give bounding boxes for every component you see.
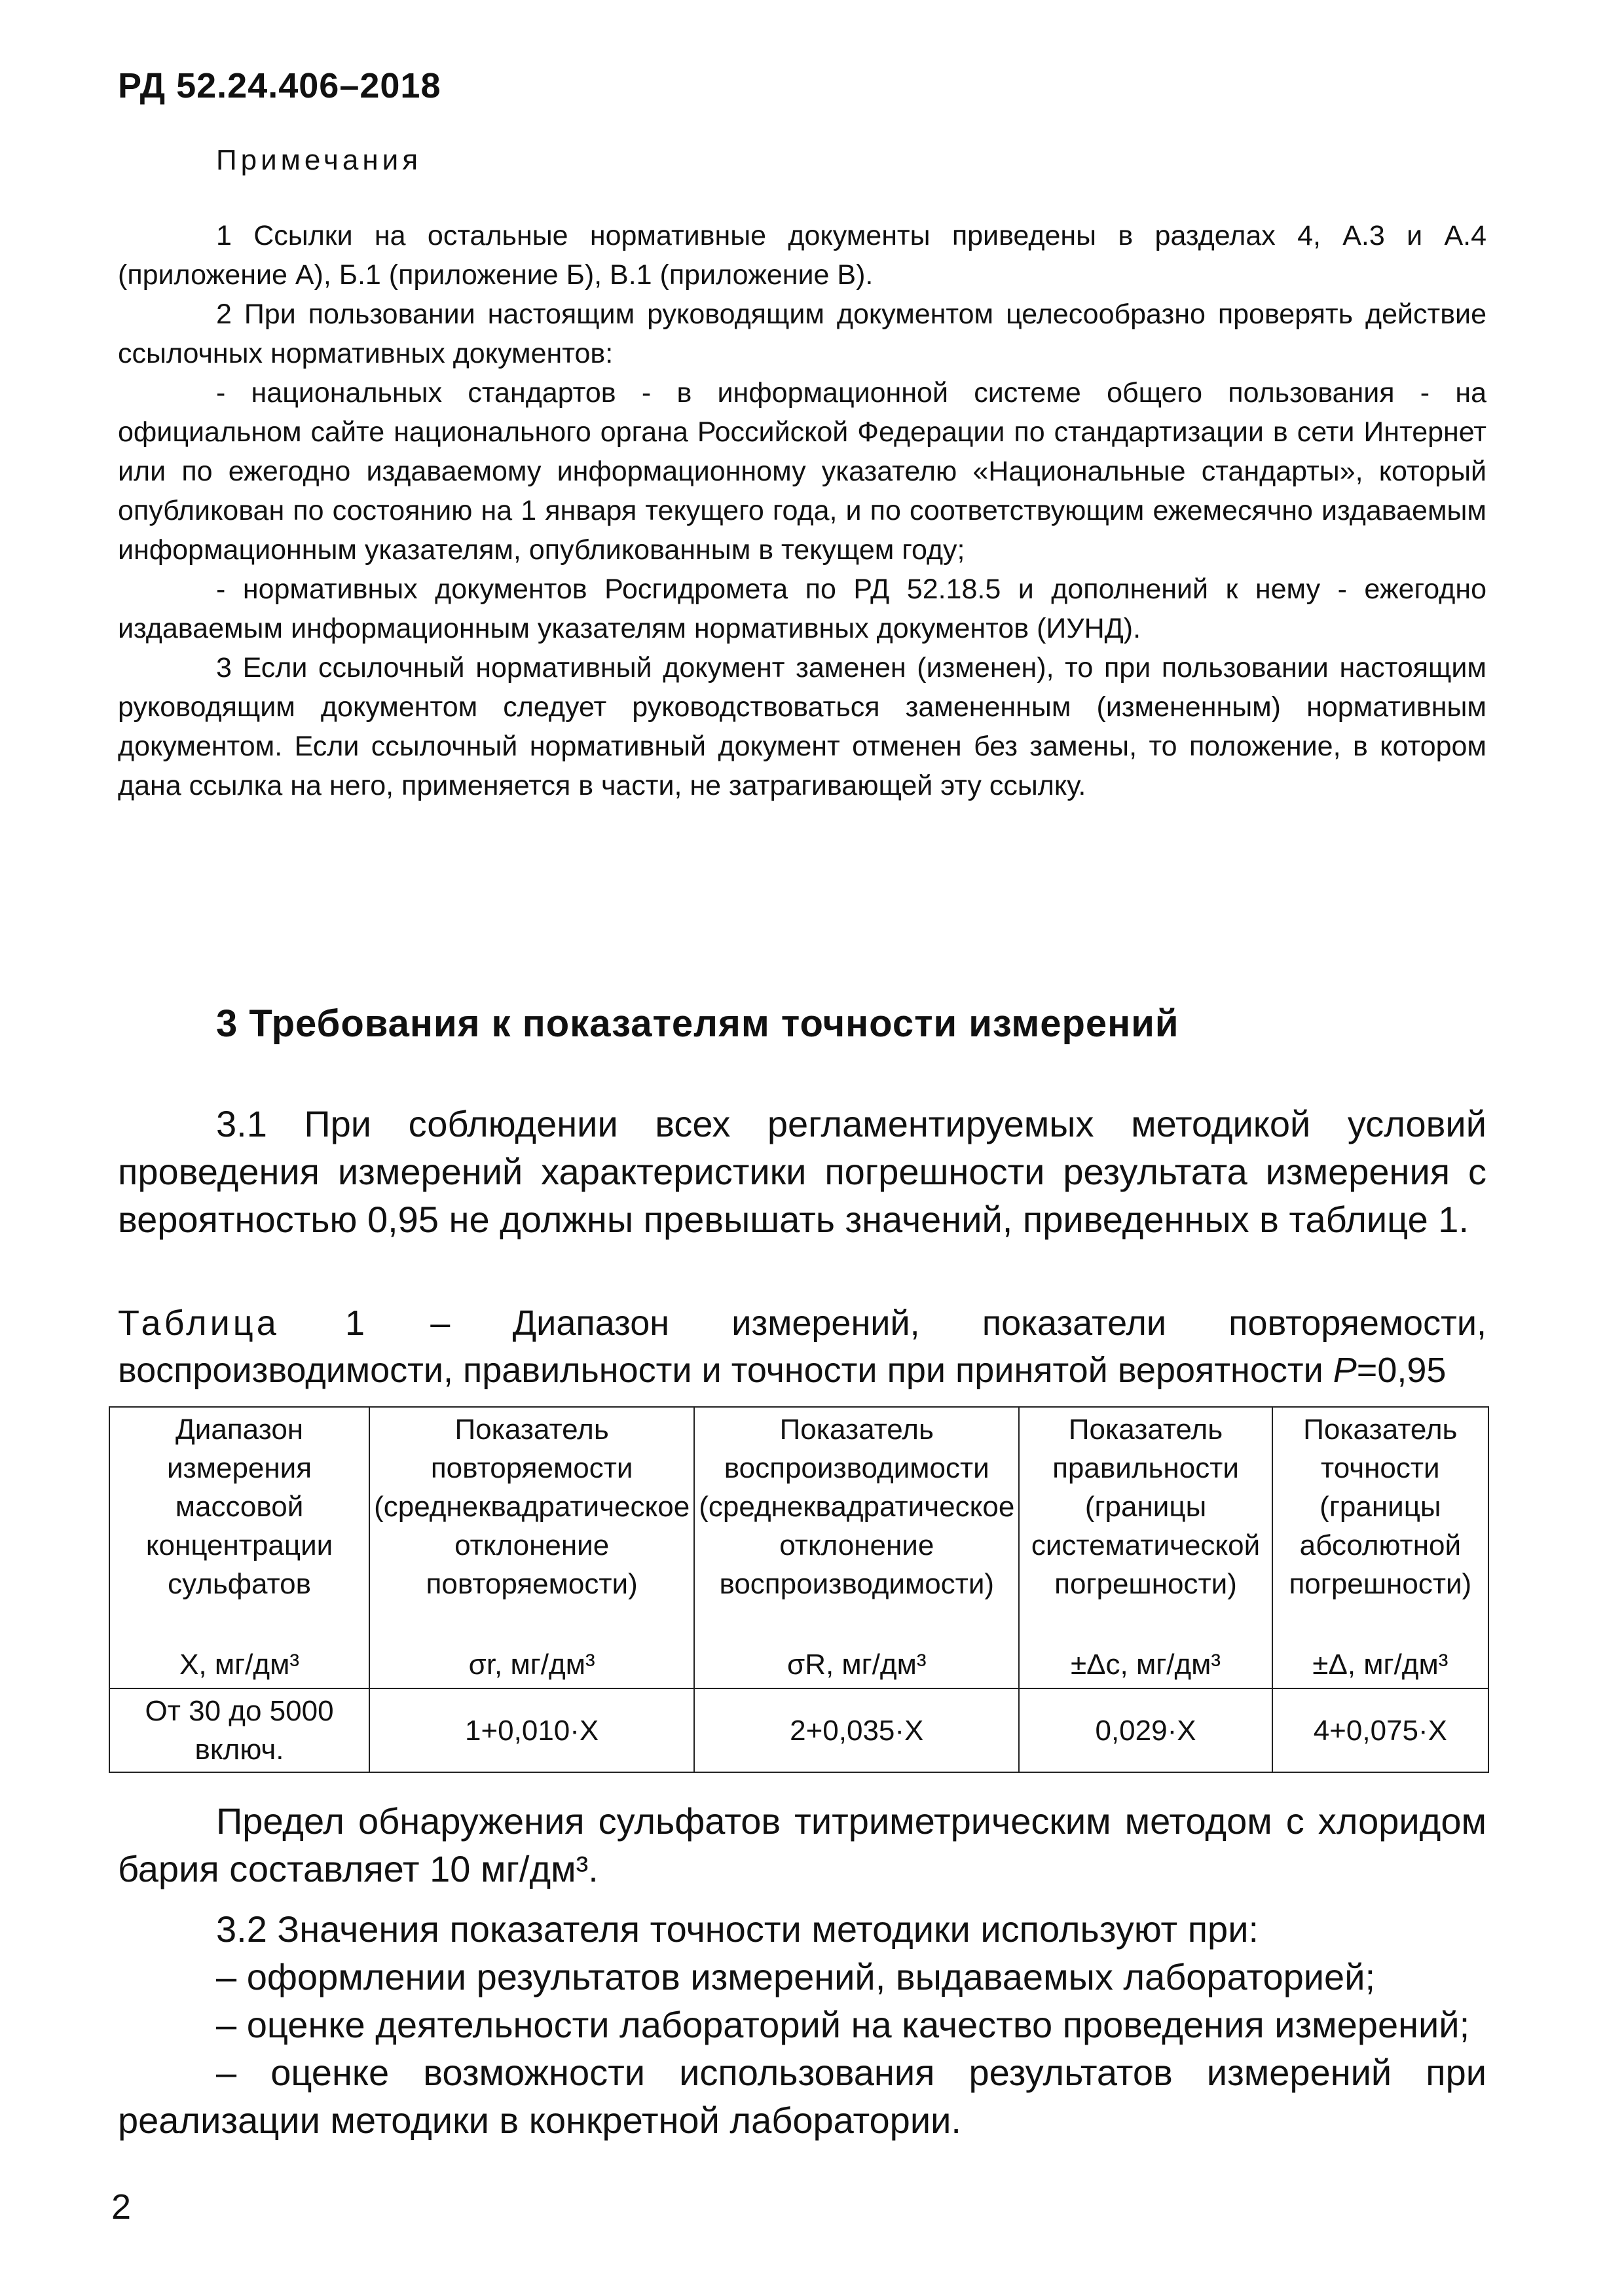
table-caption — [118, 1300, 1486, 1394]
table-caption-p-value: =0,95 — [1356, 1351, 1447, 1390]
table-1 — [109, 1406, 1489, 1773]
cell-reproducibility: 2+0,035·Х — [694, 1688, 1019, 1772]
cell-repeatability: 1+0,010·Х — [369, 1688, 694, 1772]
notes-title: Примечания — [216, 144, 422, 176]
header-repeatability-units: σr, мг/дм³ — [468, 1649, 595, 1681]
header-range-text: Диапазон измерения массовой концентрации сульфатов — [145, 1413, 333, 1600]
header-cell-accuracy — [1272, 1407, 1488, 1688]
header-repeatability-text: Показатель повторяемости (среднеквадратическое отклонение повторяемости) — [374, 1413, 690, 1600]
header-trueness-units: ±Δc, мг/дм³ — [1070, 1649, 1221, 1681]
cell-range: От 30 до 5000 включ. — [109, 1688, 369, 1772]
section-title: 3 Требования к показателям точности измерений — [216, 1002, 1179, 1045]
table-row — [109, 1688, 1488, 1772]
note-1: 1 Ссылки на остальные нормативные документы приведены в разделах 4, А.3 и А.4 (приложение А), Б.1 (приложение Б), В.1 (приложение В). — [118, 220, 1486, 291]
cell-trueness: 0,029·Х — [1019, 1688, 1272, 1772]
detection-limit-paragraph — [118, 1797, 1486, 1893]
note-2-item-national-standards: - национальных стандартов - в информационной системе общего пользования - на официальном сайте национального органа Российской Федерации по стандартизации в сети Интернет или по ежегодно издаваемому информационному указателю «Национальные стандарты», который опубликован по состоянию на 1 января текущего года, и по соответствующим ежемесячно издаваемым информационным указателям, опубликованным в текущем году; — [118, 377, 1486, 566]
paragraph-3-2-item-3: – оценке возможности использования результатов измерений при реализации методики в конкретной лаборатории. — [118, 2052, 1486, 2141]
paragraph-3-2-intro: 3.2 Значения показателя точности методики используют при: — [216, 1908, 1259, 1950]
header-cell-range — [109, 1407, 369, 1688]
note-2-item-roshydromet: - нормативных документов Росгидромета по РД 52.18.5 и дополнений к нему - ежегодно издаваемым информационным указателям нормативных документов (ИУНД). — [118, 574, 1486, 644]
table-caption-text: – Диапазон измерений, показатели повторяемости, воспроизводимости, правильности и точности при принятой вероятности — [118, 1303, 1486, 1390]
paragraph-3-2-item-1: – оформлении результатов измерений, выдаваемых лабораторией; — [216, 1956, 1376, 1997]
note-2: 2 При пользовании настоящим руководящим документом целесообразно проверять действие ссылочных нормативных документов: — [118, 299, 1486, 369]
table-header-row — [109, 1407, 1488, 1688]
cell-accuracy: 4+0,075·Х — [1272, 1688, 1488, 1772]
header-accuracy-units: ±Δ, мг/дм³ — [1312, 1649, 1449, 1681]
paragraph-3-1-text: 3.1 При соблюдении всех регламентируемых методикой условий проведения измерений характеристики погрешности результата измерения с вероятностью 0,95 не должны превышать значений, приведенных в таблице 1. — [118, 1103, 1486, 1240]
header-range-units: Х, мг/дм³ — [179, 1649, 299, 1681]
paragraph-3-2-item-2: – оценке деятельности лабораторий на качество проведения измерений; — [216, 2004, 1470, 2045]
page-number: 2 — [111, 2187, 132, 2227]
paragraph-3-1 — [118, 1100, 1486, 1243]
document-code: РД 52.24.406–2018 — [118, 66, 441, 105]
detection-limit-text: Предел обнаружения сульфатов титриметрическим методом с хлоридом бария составляет 10 мг/дм³. — [118, 1800, 1486, 1889]
header-accuracy-text: Показатель точности (границы абсолютной погрешности) — [1289, 1413, 1472, 1600]
header-cell-repeatability — [369, 1407, 694, 1688]
notes-body — [118, 216, 1486, 805]
table-caption-p: P — [1333, 1351, 1357, 1390]
header-trueness-text: Показатель правильности (границы систематической погрешности) — [1031, 1413, 1261, 1600]
header-cell-reproducibility — [694, 1407, 1019, 1688]
table-caption-label: Таблица 1 — [118, 1303, 369, 1343]
header-reproducibility-units: σR, мг/дм³ — [787, 1649, 927, 1681]
note-3: 3 Если ссылочный нормативный документ заменен (изменен), то при пользовании настоящим руководящим документом следует руководствоваться замененным (измененным) нормативным документом. Если ссылочный нормативный документ отменен без замены, то положение, в котором дана ссылка на него, применяется в части, не затрагивающей эту ссылку. — [118, 652, 1486, 801]
header-cell-trueness — [1019, 1407, 1272, 1688]
paragraph-3-2 — [118, 1905, 1486, 2144]
header-reproducibility-text: Показатель воспроизводимости (среднеквадратическое отклонение воспроизводимости) — [699, 1413, 1015, 1600]
